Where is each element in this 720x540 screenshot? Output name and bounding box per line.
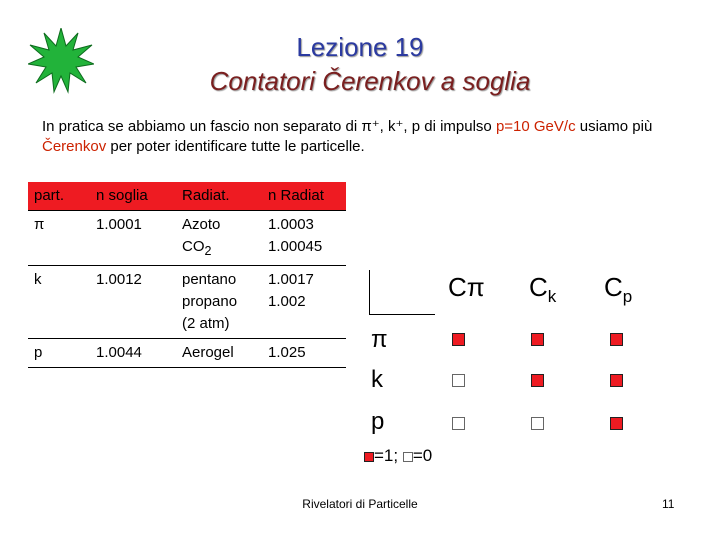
table-row xyxy=(28,266,346,339)
radiat-line: Azoto xyxy=(182,216,221,233)
cell-n-soglia: 1.0044 xyxy=(90,339,176,368)
n-radiat-line: 1.025 xyxy=(268,344,306,361)
footer-text: Rivelatori di Particelle xyxy=(302,497,418,511)
n-radiat-line: 1.0003 xyxy=(268,216,314,233)
filled-square xyxy=(531,333,544,346)
legend-empty-square xyxy=(403,452,413,462)
cell-n-soglia: 1.0001 xyxy=(90,211,176,266)
header-n-soglia: n soglia xyxy=(90,182,176,211)
radiat-line: $CO_2$ xyxy=(182,238,212,258)
header-n-radiat: n Radiat xyxy=(262,182,346,211)
n-radiat-line: 1.002 xyxy=(268,293,306,310)
cell-n-soglia: 1.0012 xyxy=(90,266,176,339)
col-header-cpi: Cπ xyxy=(448,272,485,302)
cell-n-radiat xyxy=(262,266,346,339)
grid-vertical-line xyxy=(369,270,370,314)
table-row xyxy=(28,211,346,266)
intro-cerenkov: Čerenkov xyxy=(42,138,107,155)
page-number: 11 xyxy=(662,497,675,511)
filled-square xyxy=(452,333,465,346)
table-header-row xyxy=(28,182,346,211)
intro-text-2: usiamo più xyxy=(575,118,653,135)
empty-square xyxy=(531,417,544,430)
legend-off-text: =0 xyxy=(412,446,433,465)
row-label-k: k xyxy=(371,366,383,393)
cell-radiat xyxy=(176,266,262,339)
cell-part: π xyxy=(28,211,90,266)
intro-text-1: In pratica se abbiamo un fascio non separato di π⁺, k⁺, p di impulso xyxy=(42,118,496,135)
threshold-table xyxy=(28,182,346,368)
filled-square xyxy=(531,374,544,387)
empty-square xyxy=(452,417,465,430)
row-label-pi: π xyxy=(371,326,388,353)
cell-radiat xyxy=(176,211,262,266)
filled-square xyxy=(610,417,623,430)
slide-title: Lezione 19 xyxy=(296,32,424,62)
col-header-ck: $C_k$ xyxy=(529,272,557,307)
filled-square xyxy=(610,374,623,387)
row-label-p: p xyxy=(371,408,385,435)
intro-text-3: per poter identificare tutte le particelle. xyxy=(106,138,365,155)
cell-n-radiat xyxy=(262,211,346,266)
radiat-line: Aerogel xyxy=(182,344,234,361)
radiat-line: propano xyxy=(182,293,238,310)
cell-part: k xyxy=(28,266,90,339)
intro-momentum: p=10 GeV/c xyxy=(495,118,576,135)
radiat-line: (2 atm) xyxy=(182,315,230,332)
grid-horizontal-line xyxy=(369,314,435,315)
slide-subtitle: Contatori Čerenkov a soglia xyxy=(209,66,531,96)
cell-radiat xyxy=(176,339,262,368)
cell-n-radiat xyxy=(262,339,346,368)
empty-square xyxy=(452,374,465,387)
n-radiat-line: 1.0017 xyxy=(268,271,314,288)
cell-part: p xyxy=(28,339,90,368)
n-radiat-line: 1.00045 xyxy=(268,238,323,255)
col-header-cp: $C_p$ xyxy=(604,272,633,307)
legend-on-text: =1; xyxy=(374,446,403,465)
legend-full-square xyxy=(364,452,374,462)
radiat-line: pentano xyxy=(182,271,237,288)
legend xyxy=(364,446,432,466)
intro-paragraph xyxy=(42,117,702,157)
header-radiat: Radiat. xyxy=(176,182,262,211)
header-part: part. xyxy=(28,182,90,211)
table-row xyxy=(28,339,346,368)
filled-square xyxy=(610,333,623,346)
